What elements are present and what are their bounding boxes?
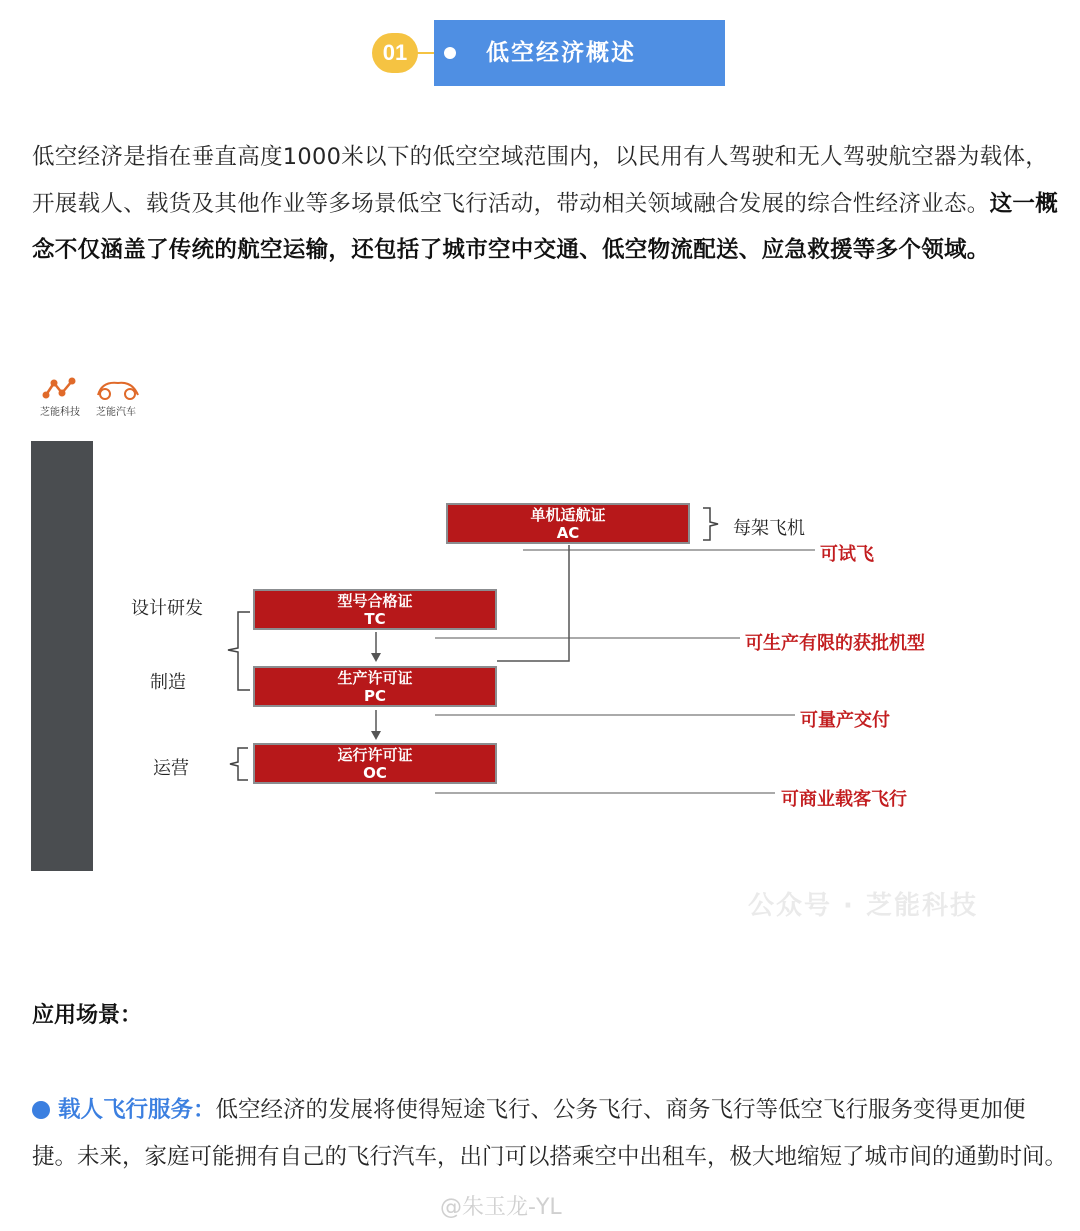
ac-certificate-code: AC — [556, 524, 580, 542]
bullet-dot-icon — [32, 1101, 50, 1119]
intro-paragraph — [32, 134, 1068, 274]
result-test-fly: 可试飞 — [820, 544, 874, 565]
figure-logos — [40, 375, 160, 420]
label-manufacture: 制造 — [150, 672, 186, 693]
pc-certificate-code: PC — [363, 687, 386, 705]
oc-certificate-box — [253, 743, 497, 784]
application-item — [32, 1087, 1068, 1180]
bullet-dot-icon — [444, 47, 456, 59]
ac-certificate-name: 单机适航证 — [530, 506, 606, 524]
intro-bold-text: 这一概念不仅涵盖了传统的航空运输，还包括了城市空中交通、低空物流配送、应急救援等多个领域。 — [32, 190, 1059, 263]
figure-watermark: 公众号 · 芝能科技 — [748, 891, 978, 921]
tc-certificate-box — [253, 589, 497, 630]
intro-text: 低空经济是指在垂直高度1000米以下的低空空域范围内，以民用有人驾驶和无人驾驶航空器为载体，开展载人、载货及其他作业等多场景低空飞行活动，带动相关领域融合发展的综合性经济业态。 — [32, 144, 1049, 217]
pc-certificate-box — [253, 666, 497, 707]
tc-certificate-code: TC — [364, 610, 386, 628]
oc-certificate-name: 运行许可证 — [337, 746, 413, 764]
weibo-watermark: @朱玉龙-YL — [440, 1195, 562, 1220]
result-commercial-passenger: 可商业载客飞行 — [781, 789, 907, 810]
application-item-title: 载人飞行服务： — [58, 1097, 216, 1123]
figure-side-bar — [31, 441, 93, 871]
application-item-text: 低空经济的发展将使得短途飞行、公务飞行、商务飞行等低空飞行服务变得更加便捷。未来，家庭可能拥有自己的飞行汽车，出门可以搭乘空中出租车，极大地缩短了城市间的通勤时间。 — [32, 1097, 1068, 1170]
section-title-bar — [434, 20, 725, 86]
label-design: 设计研发 — [131, 598, 203, 619]
oc-certificate-code: OC — [363, 764, 387, 782]
logo-icon — [40, 375, 160, 405]
section-header — [372, 20, 727, 86]
section-title: 低空经济概述 — [486, 40, 636, 66]
logo-label-auto: 芝能汽车 — [96, 407, 136, 418]
applications-heading: 应用场景： — [32, 1003, 143, 1028]
label-operation: 运营 — [153, 758, 189, 779]
tc-certificate-name: 型号合格证 — [337, 592, 413, 610]
label-each-plane: 每架飞机 — [733, 518, 805, 539]
logo-label-tech: 芝能科技 — [40, 407, 80, 418]
section-number-badge: 01 — [372, 33, 418, 73]
result-mass-delivery: 可量产交付 — [800, 710, 890, 731]
result-limited-production: 可生产有限的获批机型 — [745, 633, 925, 654]
pc-certificate-name: 生产许可证 — [337, 669, 413, 687]
ac-certificate-box — [446, 503, 690, 544]
